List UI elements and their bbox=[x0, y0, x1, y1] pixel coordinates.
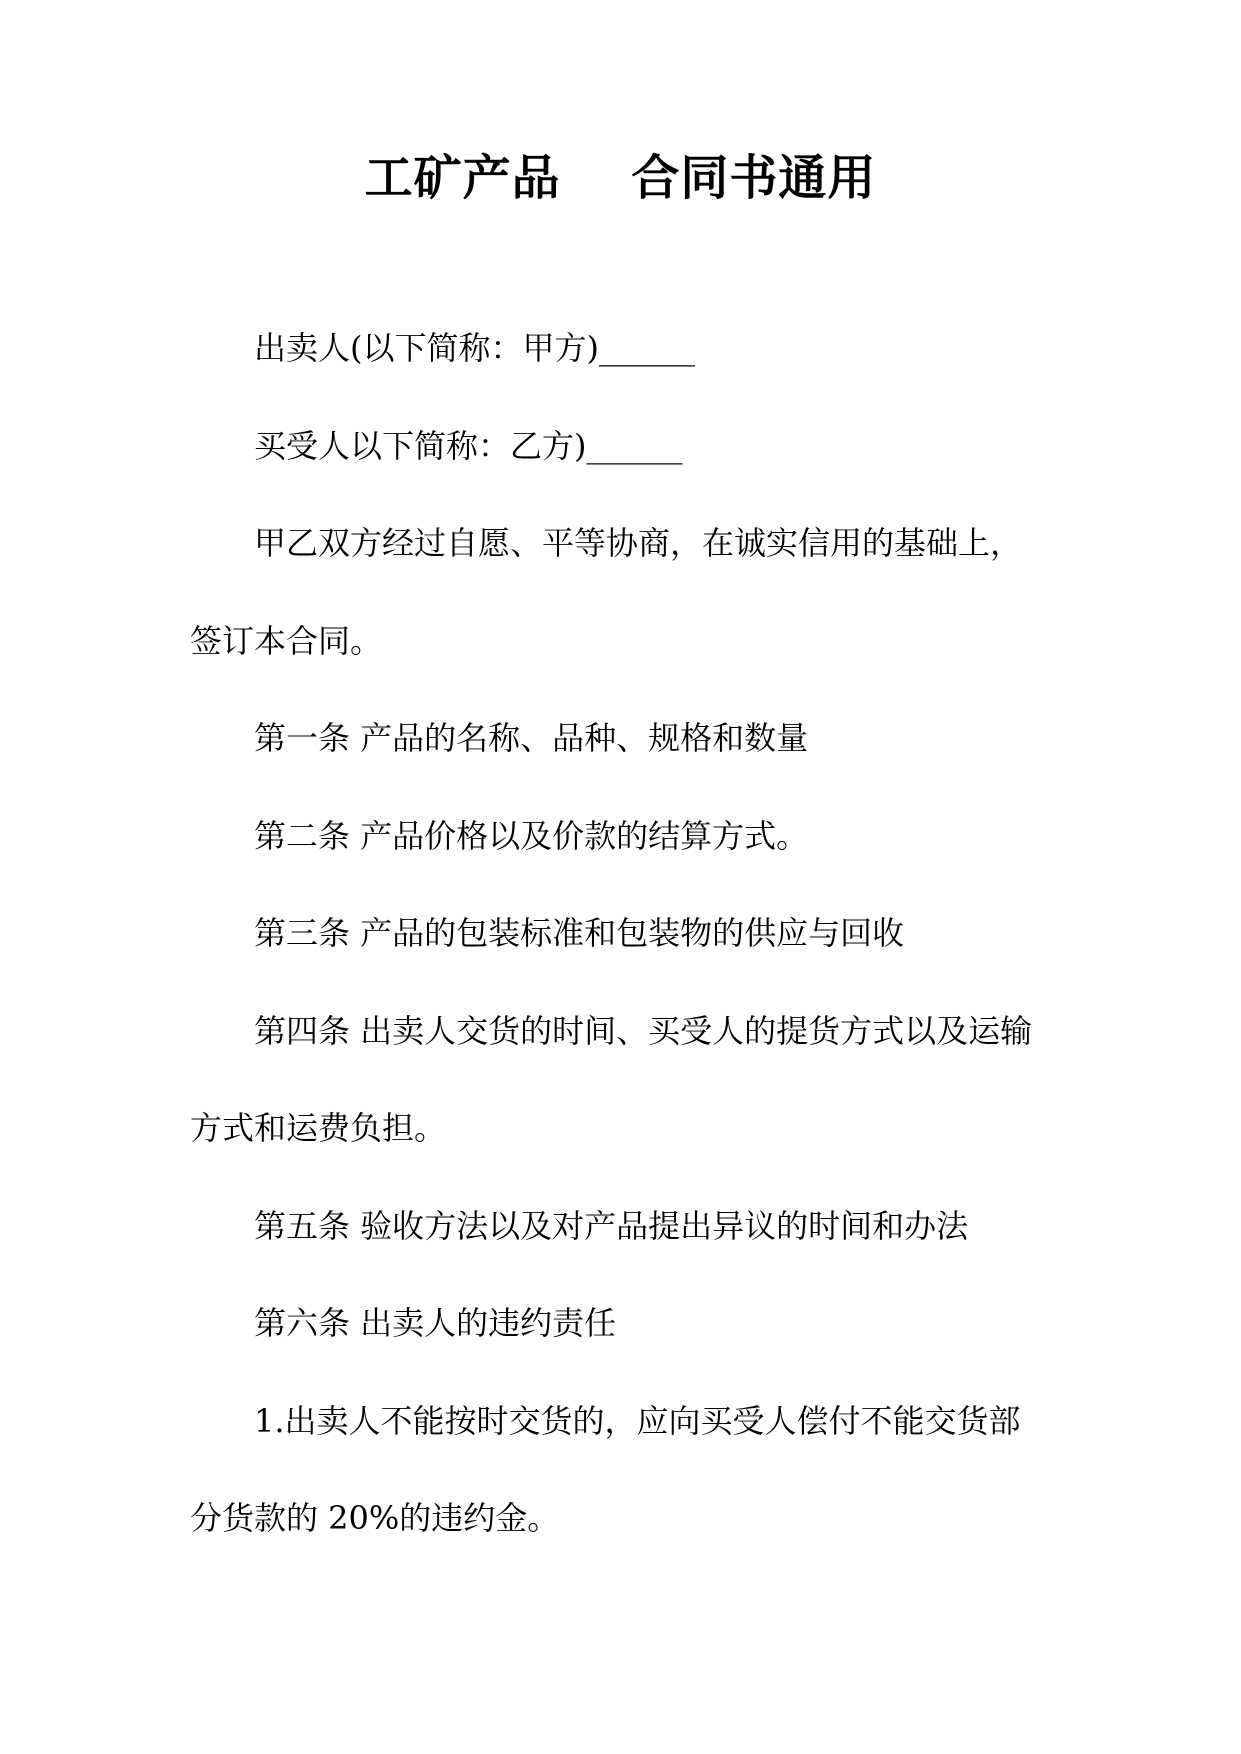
buyer-line: 买受人以下简称：乙方)______ bbox=[254, 426, 683, 465]
document-body bbox=[190, 300, 1050, 1568]
article-6: 第六条 出卖人的违约责任 bbox=[254, 1304, 617, 1342]
seller-line: 出卖人(以下简称：甲方)______ bbox=[254, 329, 695, 367]
document-title: 工矿产品 合同书通用 bbox=[364, 150, 877, 206]
article-1: 第一条 产品的名称、品种、规格和数量 bbox=[254, 719, 809, 757]
article-2: 第二条 产品价格以及价款的结算方式。 bbox=[254, 816, 809, 855]
intro-paragraph: 甲乙双方经过自愿、平等协商，在诚实信用的基础上，签订本合同。 bbox=[190, 524, 1023, 660]
article-3: 第三条 产品的包装标准和包装物的供应与回收 bbox=[254, 914, 905, 952]
article-6-item-1: 1.出卖人不能按时交货的，应向买受人偿付不能交货部分货款的 20%的违约金。 bbox=[190, 1401, 1021, 1537]
article-5: 第五条 验收方法以及对产品提出异议的时间和办法 bbox=[254, 1206, 969, 1245]
article-4: 第四条 出卖人交货的时间、买受人的提货方式以及运输方式和运费负担。 bbox=[190, 1011, 1033, 1147]
